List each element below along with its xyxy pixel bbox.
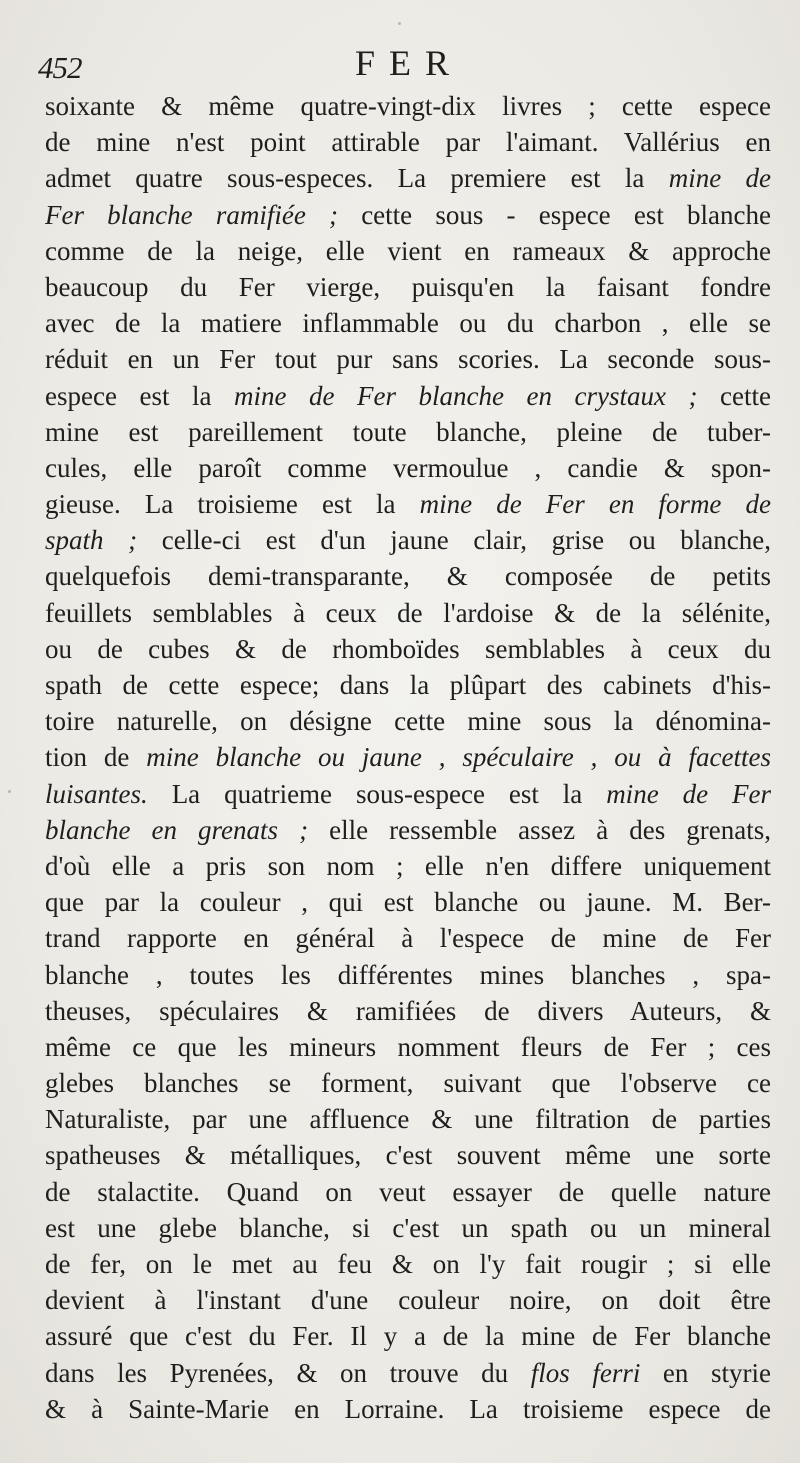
text-line: [45, 884, 771, 920]
text-line: [45, 1282, 771, 1318]
text-line: [45, 1391, 771, 1427]
italic-run: mine blanche ou jaune , spéculaire , ou à facettes: [146, 742, 771, 773]
text-line: [45, 1029, 771, 1065]
text-run: Naturaliste, par une affluence & une filtration de parties: [45, 1104, 771, 1135]
text-line: [45, 450, 771, 486]
text-run: espece est la: [45, 380, 234, 411]
text-line: [45, 341, 771, 377]
text-run: dans les Pyrenées, & on trouve du: [45, 1357, 531, 1388]
text-line: [45, 957, 771, 993]
text-run: cette sous - espece est blanche: [338, 199, 771, 230]
text-line: [45, 993, 771, 1029]
text-run: avec de la matiere inflammable ou du charbon , elle se: [45, 308, 771, 339]
text-run: gieuse. La troisieme est la: [45, 489, 420, 520]
text-run: beaucoup du Fer vierge, puisqu'en la faisant fondre: [45, 271, 771, 302]
text-run: quelquefois demi-transparante, & composée de petits: [45, 561, 771, 592]
italic-run: mine de Fer: [606, 778, 771, 809]
text-line: [45, 703, 771, 739]
text-run: blanche , toutes les différentes mines blanches , spa-: [45, 959, 771, 990]
text-line: [45, 595, 771, 631]
text-run: devient à l'instant d'une couleur noire, on doit être: [45, 1285, 771, 1316]
text-run: de fer, on le met au feu & on l'y fait rougir ; si elle: [45, 1249, 771, 1279]
text-line: [45, 124, 771, 160]
paper-speck: [398, 22, 401, 25]
paper-speck: [760, 1418, 764, 1420]
italic-run: mine de Fer blanche en crystaux ;: [234, 380, 698, 411]
text-run: & à Sainte-Marie en Lorraine. La troisieme espece de: [45, 1393, 771, 1424]
text-line: [45, 739, 771, 775]
text-run: celle-ci est d'un jaune clair, grise ou blanche,: [137, 525, 771, 556]
page-number: 452: [38, 50, 82, 85]
text-run: de mine n'est point attirable par l'aimant. Vallérius en: [45, 127, 771, 158]
text-line: [45, 522, 771, 558]
text-run: même ce que les mineurs nomment fleurs de Fer ; ces: [45, 1031, 771, 1062]
text-run: admet quatre sous-especes. La premiere est la: [45, 163, 669, 194]
text-run: soixante & même quatre-vingt-dix livres ; cette espece: [45, 91, 771, 121]
text-run: assuré que c'est du Fer. Il y a de la mine de Fer blanche: [45, 1321, 771, 1352]
text-run: spath de cette espece; dans la plûpart des cabinets d'his-: [45, 670, 771, 700]
text-line: [45, 812, 771, 848]
text-line: [45, 269, 771, 305]
text-run: spatheuses & métalliques, c'est souvent même une sorte: [45, 1140, 771, 1171]
paper-speck: [8, 790, 11, 793]
text-line: [45, 558, 771, 594]
text-run: cette: [697, 380, 771, 411]
text-run: tion de: [45, 742, 147, 773]
body-text: [45, 88, 771, 1427]
text-line: [45, 1065, 771, 1101]
text-line: [45, 233, 771, 269]
text-run: trand rapporte en général à l'espece de mine de Fer: [45, 923, 771, 954]
text-line: [45, 776, 771, 812]
text-line: [45, 1355, 771, 1391]
page-header: [0, 42, 800, 86]
text-run: feuillets semblables à ceux de l'ardoise & de la sélénite,: [45, 597, 771, 628]
text-run: toire naturelle, on désigne cette mine sous la dénomina-: [45, 706, 771, 737]
text-run: cules, elle paroît comme vermoulue , candie & spon-: [45, 452, 771, 483]
text-line: [45, 1318, 771, 1354]
text-run: La quatrieme sous-espece est la: [147, 778, 607, 809]
text-line: [45, 631, 771, 667]
text-line: [45, 667, 771, 703]
italic-run: Fer blanche ramifiée ;: [45, 199, 338, 230]
italic-run: mine de Fer en forme de: [419, 489, 771, 520]
text-line: [45, 1101, 771, 1137]
text-line: [45, 197, 771, 233]
text-run: theuses, spéculaires & ramifiées de divers Auteurs, &: [45, 995, 771, 1026]
text-line: [45, 1246, 771, 1282]
text-run: d'où elle a pris son nom ; elle n'en differe uniquement: [45, 850, 771, 881]
text-line: [45, 920, 771, 956]
text-run: ou de cubes & de rhomboïdes semblables à ceux du: [45, 633, 771, 664]
running-head: FER: [355, 43, 464, 83]
text-run: réduit en un Fer tout pur sans scories. La seconde sous-: [45, 344, 771, 375]
text-line: [45, 1137, 771, 1173]
text-run: mine est pareillement toute blanche, pleine de tuber-: [45, 416, 771, 447]
text-run: que par la couleur , qui est blanche ou jaune. M. Ber-: [45, 887, 771, 918]
text-line: [45, 160, 771, 196]
text-run: comme de la neige, elle vient en rameaux & approche: [45, 235, 771, 266]
text-line: [45, 88, 771, 124]
italic-run: blanche en grenats ;: [45, 814, 309, 845]
text-line: [45, 486, 771, 522]
text-run: est une glebe blanche, si c'est un spath ou un mineral: [45, 1212, 771, 1243]
text-run: de stalactite. Quand on veut essayer de quelle nature: [45, 1176, 771, 1207]
text-line: [45, 414, 771, 450]
text-line: [45, 848, 771, 884]
italic-run: luisantes.: [45, 778, 148, 809]
italic-run: flos ferri: [530, 1357, 641, 1388]
italic-run: mine de: [668, 163, 771, 194]
text-run: elle ressemble assez à des grenats,: [308, 814, 771, 845]
text-line: [45, 305, 771, 341]
text-line: [45, 378, 771, 414]
text-line: [45, 1210, 771, 1246]
text-run: glebes blanches se forment, suivant que l'observe ce: [45, 1068, 771, 1099]
italic-run: spath ;: [45, 525, 138, 556]
text-line: [45, 1174, 771, 1210]
text-run: en styrie: [640, 1357, 771, 1388]
